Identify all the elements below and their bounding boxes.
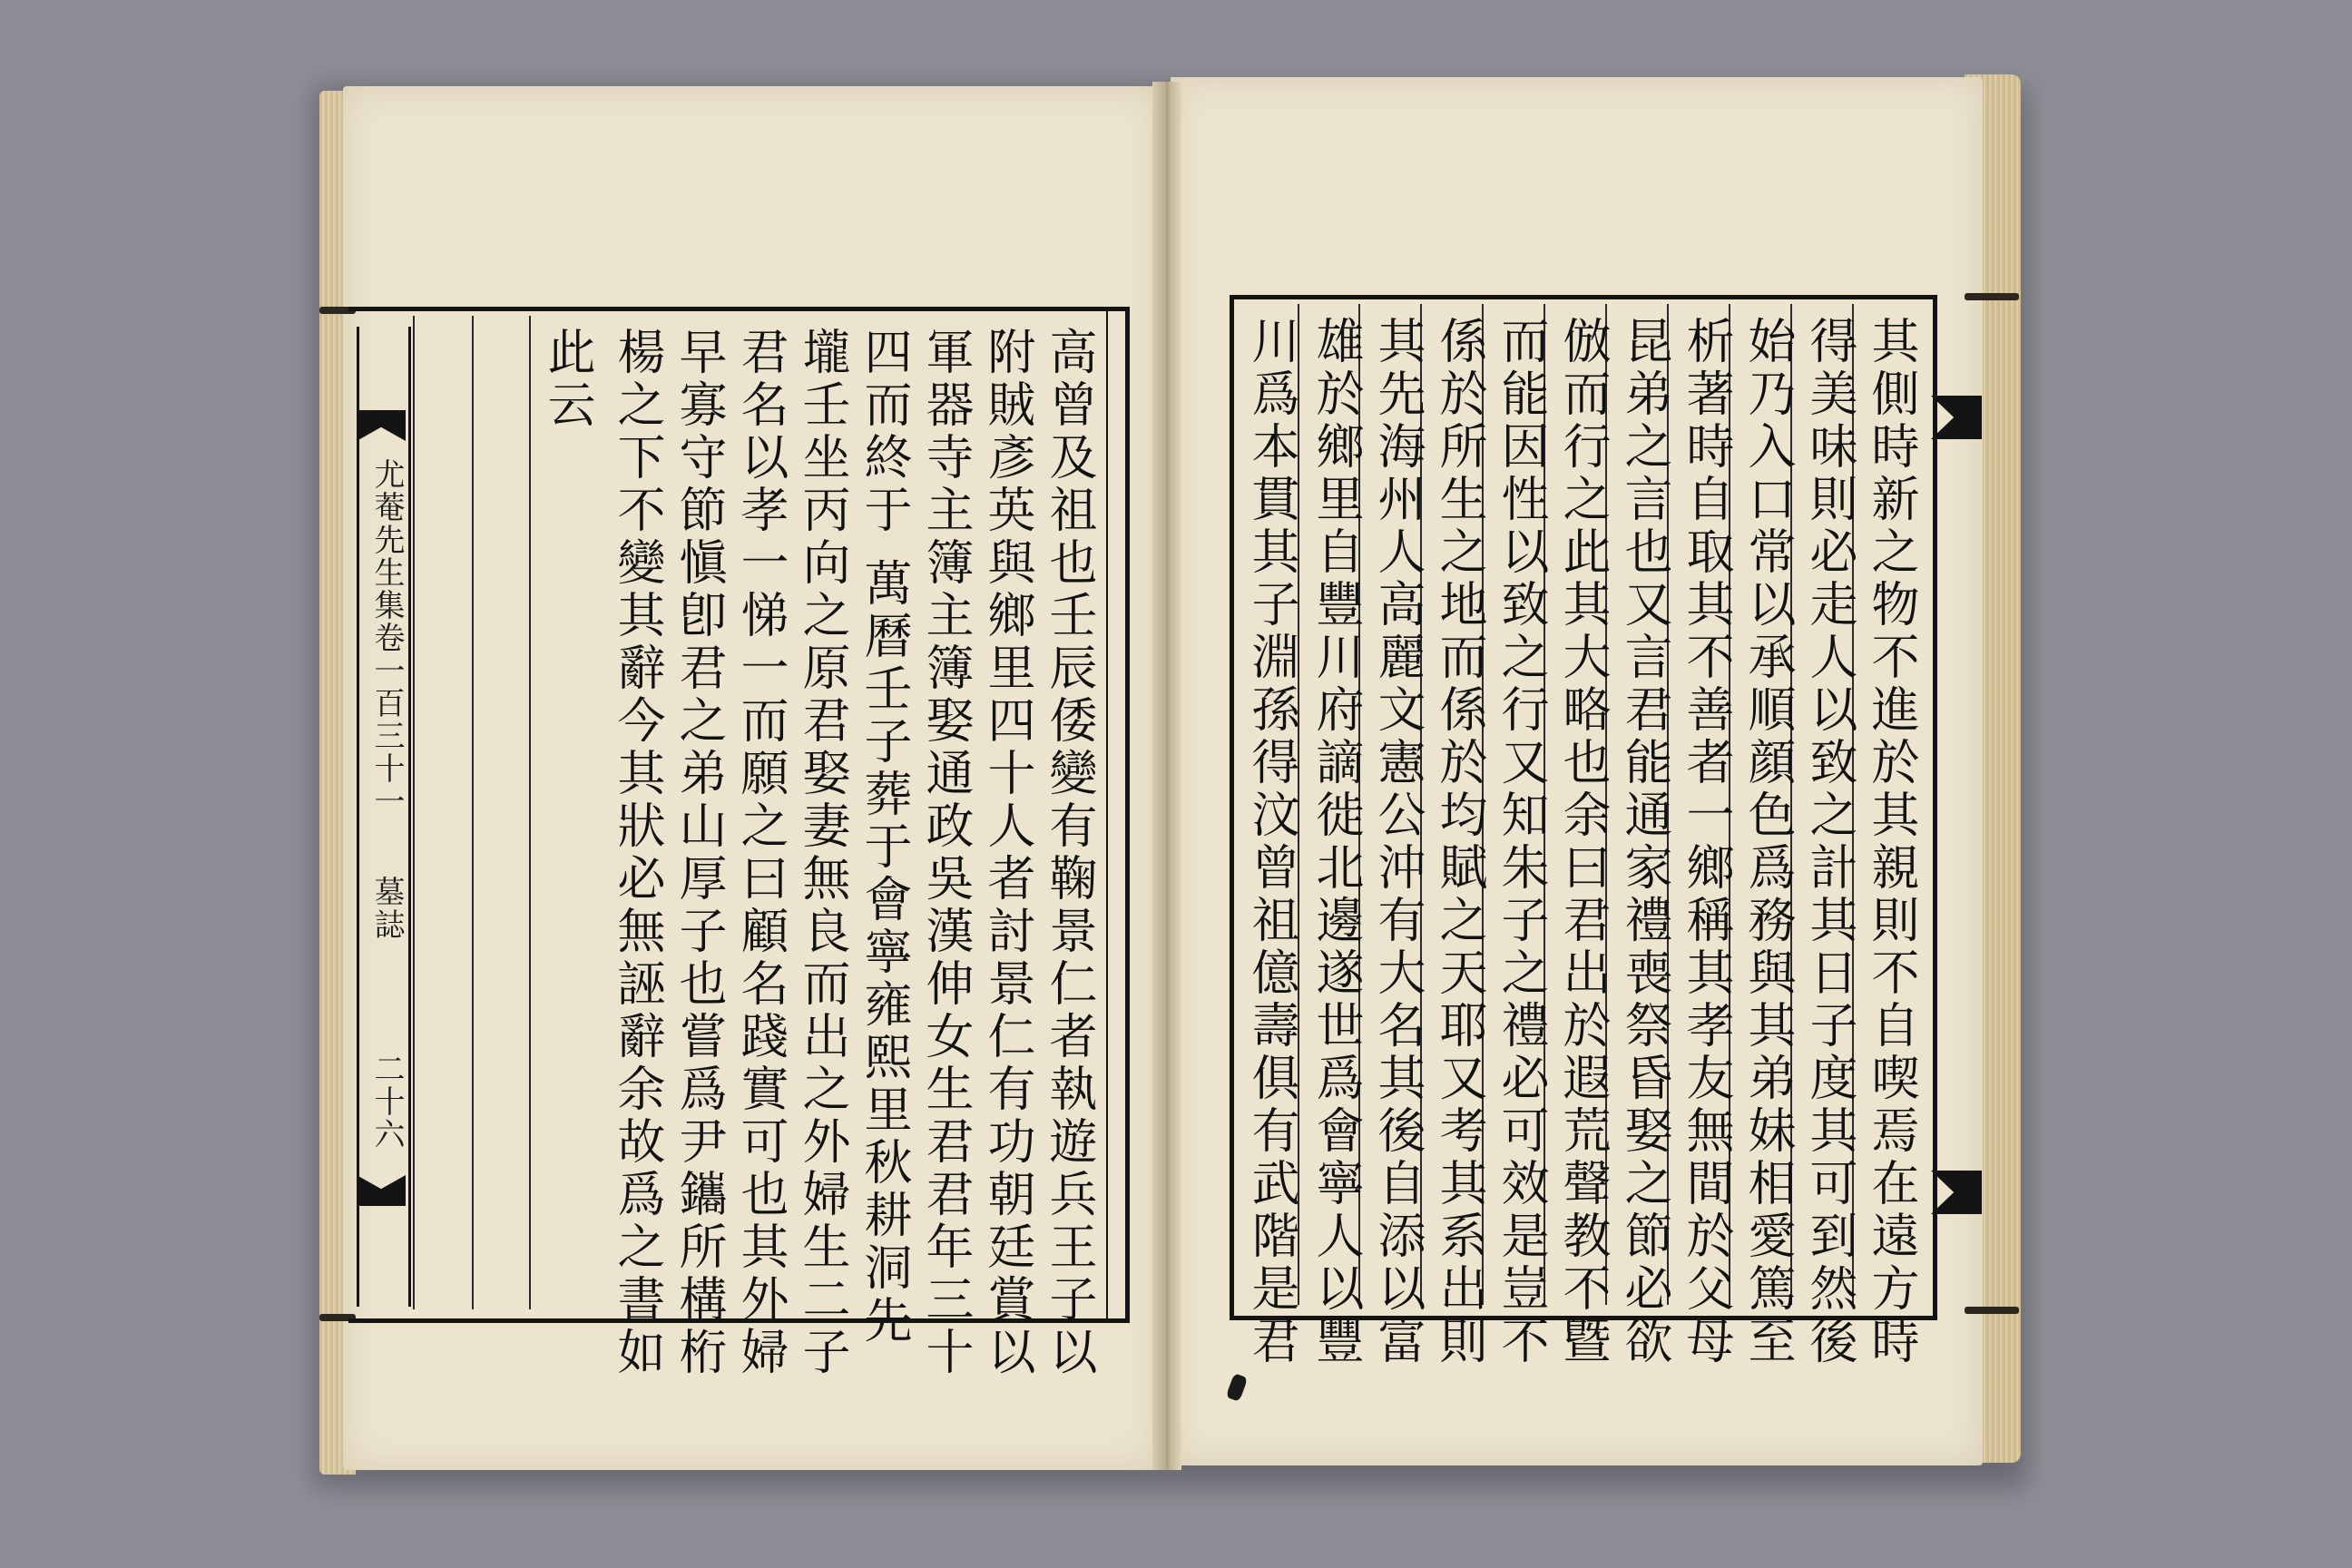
binding-thread: [1965, 1307, 2019, 1314]
text-column: 君名以孝一悌一而願之曰顧名踐實可也其外婦: [733, 327, 789, 1379]
text-column: 川爲本貫其子淵孫得汶曾祖億壽俱有武階是君: [1244, 316, 1299, 1368]
center-column-page-number: 二十六: [368, 1053, 405, 1151]
text-column: 楊之下不變其辭今其狀必無誣辭余故爲之書如: [610, 327, 665, 1379]
text-column: 始乃入口常以承順顔色爲務與其弟妹相愛篤至: [1740, 316, 1796, 1368]
text-column: 萬曆壬子葬于會寧雍熙里秋耕洞先: [857, 558, 912, 1348]
text-column: 其側時新之物不進於其親則不自喫焉在遠方時: [1864, 316, 1919, 1368]
text-column: 得美味則必走人以致之計其日子度其可到然後: [1802, 316, 1857, 1368]
binding-thread: [1965, 293, 2019, 300]
column-rule: [413, 316, 415, 1309]
text-column: 倣而行之此其大略也余曰君出於遐荒聲教不曁: [1555, 316, 1611, 1368]
text-column: 析著時自取其不善者一鄉稱其孝友無間於父母: [1679, 316, 1734, 1368]
text-column: 壠壬坐丙向之原君娶妻無良而出之外婦生二子: [795, 327, 850, 1379]
text-column: 雄於鄉里自豐川府謫徙北邊遂世爲會寧人以豐: [1308, 316, 1364, 1368]
text-column: 早寡守節愼卽君之弟山厚子也嘗爲尹鑴所構桁: [671, 327, 727, 1379]
text-column: 附賊彥英與鄉里四十人者討景仁有功朝廷賞以: [980, 327, 1035, 1379]
text-column: 軍器寺主簿主簿娶通政吳漢伸女生君君年三十: [918, 327, 974, 1379]
text-column: 此云: [540, 327, 595, 432]
text-column: 係於所生之地而係於均賦之天耶又考其系出則: [1432, 316, 1487, 1368]
text-column: 而能因性以致之行又知朱子之禮必可效是豈不: [1494, 316, 1549, 1368]
column-rule: [529, 316, 531, 1309]
text-column: 高曾及祖也壬辰倭變有鞠景仁者執遊兵王子以: [1042, 327, 1097, 1379]
column-rule: [472, 316, 474, 1309]
center-column-title: 尤菴先生集卷一百三十一: [368, 458, 405, 818]
text-column: 四而終于: [857, 327, 912, 537]
text-column: 其先海州人高麗文憲公沖有大名其後自添以富: [1370, 316, 1426, 1368]
left-frame-inner-rule: [1106, 307, 1108, 1323]
center-column-section: 墓誌: [368, 876, 405, 941]
book-gutter: [1152, 82, 1181, 1470]
text-column: 昆弟之言也又言君能通家禮喪祭昏娶之節必欲: [1617, 316, 1672, 1368]
